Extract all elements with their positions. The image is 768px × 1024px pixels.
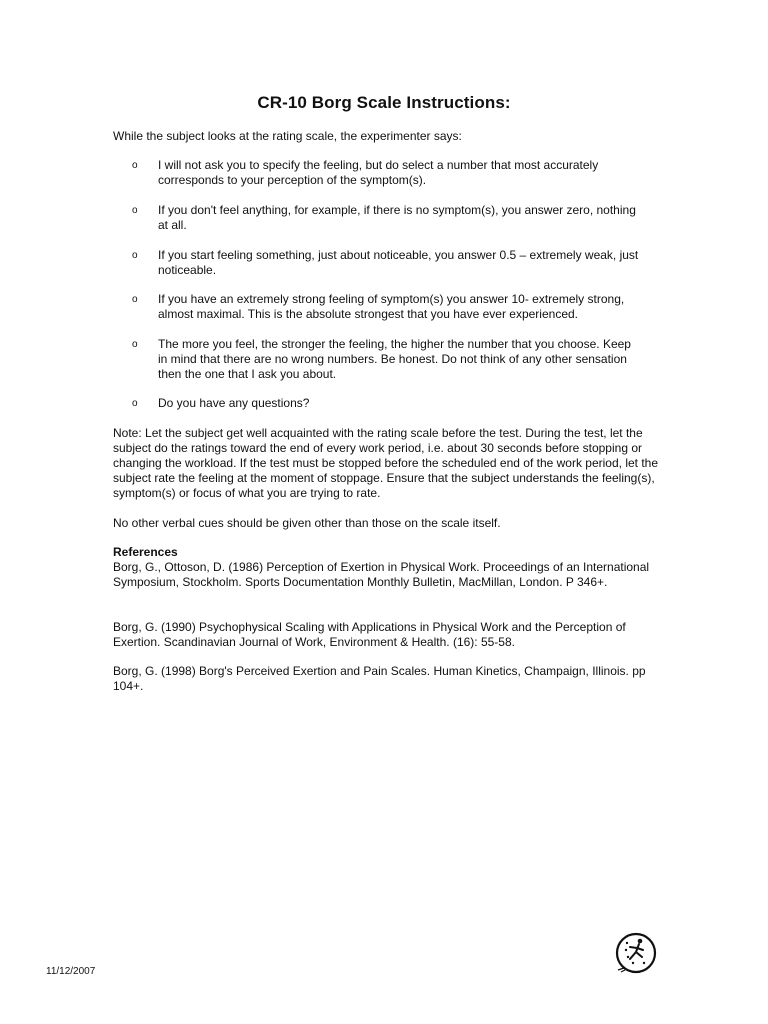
page-title: CR-10 Borg Scale Instructions: (257, 93, 511, 112)
bullet-marker-icon: o (132, 294, 138, 305)
reference-item: Borg, G. (1998) Borg's Perceived Exertion and Pain Scales. Human Kinetics, Champaign, Illinois. pp 104+. (113, 664, 646, 693)
bullet-marker-icon: o (132, 250, 138, 261)
bullet-text: If you have an extremely strong feeling of symptom(s) you answer 10- extremely strong, almost maximal. This is the absolute strongest that you have ever experienced. (158, 292, 625, 321)
bullet-marker-icon: o (132, 339, 138, 350)
verbal-cues-paragraph: No other verbal cues should be given other than those on the scale itself. (113, 516, 501, 530)
bullet-text: Do you have any questions? (158, 396, 310, 410)
bullet-text: I will not ask you to specify the feeling, but do select a number that most accurately corresponds to your perception of the symptom(s). (158, 158, 599, 187)
intro-text: While the subject looks at the rating scale, the experimenter says: (113, 129, 462, 143)
runner-logo-icon (606, 930, 658, 978)
bullet-text: If you don't feel anything, for example, if there is no symptom(s), you answer zero, nothing at all. (158, 203, 636, 232)
bullet-marker-icon: o (132, 398, 138, 409)
footer-date: 11/12/2007 (46, 966, 96, 977)
references-heading: References (113, 545, 178, 559)
bullet-text: If you start feeling something, just about noticeable, you answer 0.5 – extremely weak, just noticeable. (158, 248, 639, 277)
reference-item: Borg, G. (1990) Psychophysical Scaling with Applications in Physical Work and the Perception of Exertion. Scandinavian Journal of Work, Environment & Health. (16): 55-58. (113, 620, 626, 649)
reference-item: Borg, G., Ottoson, D. (1986) Perception of Exertion in Physical Work. Proceedings of an International Symposium, Stockholm. Sports Documentation Monthly Bulletin, MacMillan, London. P 346+. (113, 560, 650, 589)
bullet-marker-icon: o (132, 160, 138, 171)
note-paragraph: Note: Let the subject get well acquainted with the rating scale before the test. During the test, let the subject do the ratings toward the end of every work period, i.e. about 30 seconds before stopping or changing the workload. If the test must be stopped before the scheduled end of the work period, let the subject rate the feeling at the moment of stoppage. Ensure that the subject understands the feeling(s), symptom(s) or focus of what you are trying to rate. (113, 426, 659, 500)
bullet-marker-icon: o (132, 205, 138, 216)
runner-logo-icon (606, 930, 658, 978)
bullet-text: The more you feel, the stronger the feeling, the higher the number that you choose. Keep in mind that there are no wrong numbers. Be honest. Do not think of any other sensation then the one that I ask you about. (158, 337, 631, 381)
